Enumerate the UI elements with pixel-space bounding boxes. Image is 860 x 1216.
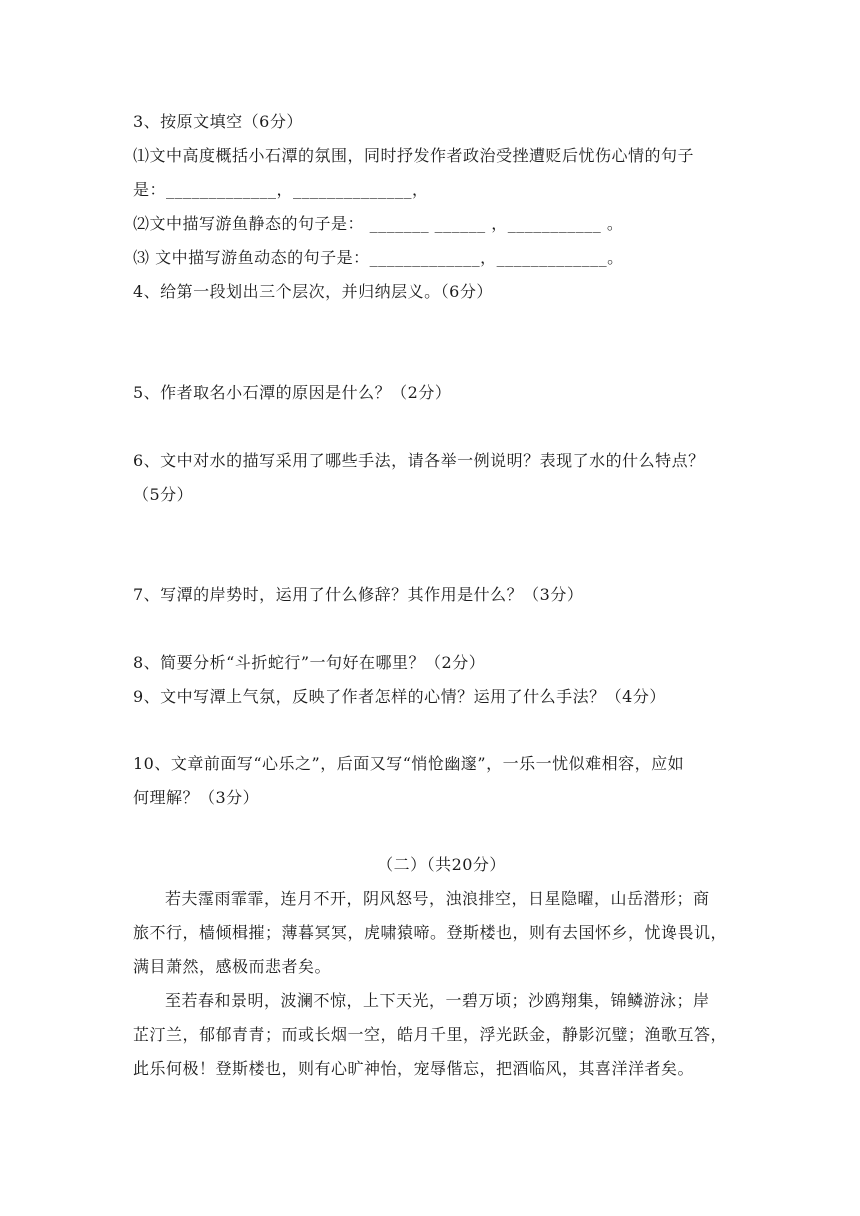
- question-3-part-1-blanks: 是：_____________，______________，: [133, 180, 429, 199]
- question-10: 10、文章前面写“心乐之”，后面又写“悄怆幽邃”，一乐一忧似难相容，应如: [133, 754, 685, 773]
- question-6: 6、文中对水的描写采用了哪些手法，请各举一例说明？表现了水的什么特点？: [133, 451, 705, 470]
- question-3-part-2: ⑵文中描写游鱼静态的句子是： _______ ______ ，___________ 。: [133, 214, 624, 233]
- question-6-points: （5分）: [133, 485, 194, 504]
- passage-line: 此乐何极！登斯楼也，则有心旷神怡，宠辱偕忘，把酒临风，其喜洋洋者矣。: [133, 1059, 695, 1078]
- question-4: 4、给第一段划出三个层次，并归纳层义。（6分）: [133, 282, 493, 301]
- passage-line: 旅不行，樯倾楫摧；薄暮冥冥，虎啸猿啼。登斯楼也，则有去国怀乡，忧谗畏讥，: [133, 923, 728, 942]
- question-5: 5、作者取名小石潭的原因是什么？（2分）: [133, 383, 452, 402]
- question-10-continued: 何理解？（3分）: [133, 788, 260, 807]
- question-7: 7、写潭的岸势时，运用了什么修辞？其作用是什么？（3分）: [133, 585, 584, 604]
- passage-line: 若夫霪雨霏霏，连月不开，阴风怒号，浊浪排空，日星隐曜，山岳潜形；商: [165, 889, 710, 908]
- passage-line: 芷汀兰，郁郁青青；而或长烟一空，皓月千里，浮光跃金，静影沉璧；渔歌互答，: [133, 1025, 728, 1044]
- question-3-part-3: ⑶ 文中描写游鱼动态的句子是：_____________，_____________。: [133, 248, 624, 267]
- section-title: （二）（共20分）: [377, 855, 506, 874]
- passage-line: 至若春和景明，波澜不惊，上下天光，一碧万顷；沙鸥翔集，锦鳞游泳；岸: [165, 991, 710, 1010]
- question-3-title: 3、按原文填空（6分）: [133, 112, 303, 131]
- question-8: 8、简要分析“斗折蛇行”一句好在哪里？（2分）: [133, 653, 486, 672]
- question-9: 9、文中写潭上气氛，反映了作者怎样的心情？运用了什么手法？（4分）: [133, 687, 666, 706]
- passage-line: 满目萧然，感极而悲者矣。: [133, 957, 332, 976]
- question-3-part-1: ⑴文中高度概括小石潭的氛围，同时抒发作者政治受挫遭贬后忧伤心情的句子: [133, 146, 695, 165]
